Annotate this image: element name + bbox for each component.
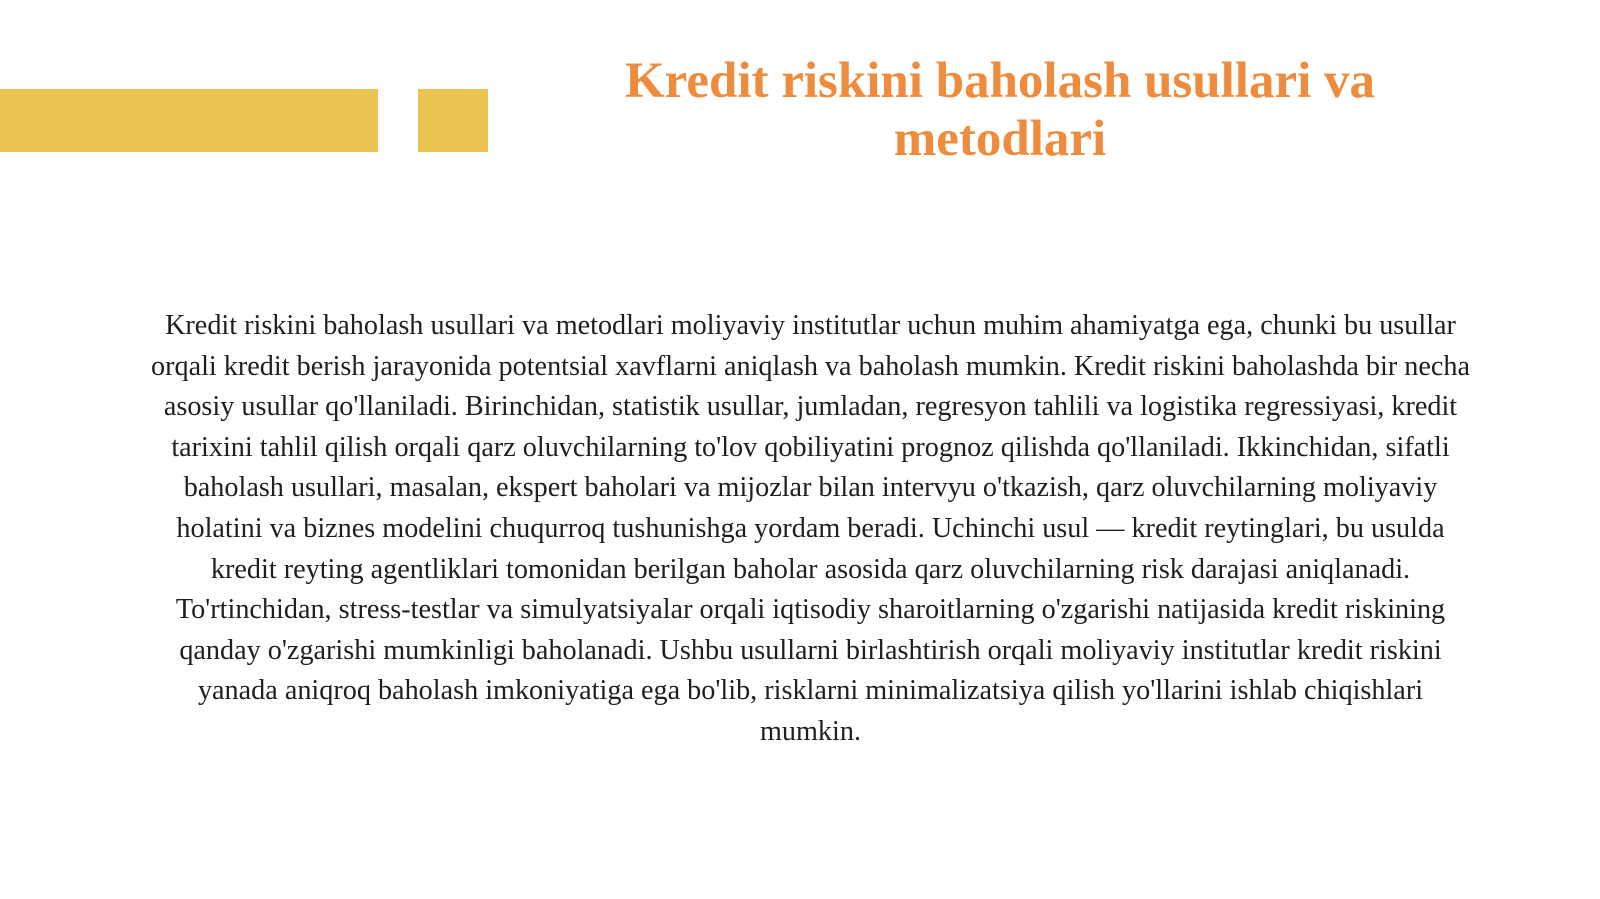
decorative-accent-square bbox=[418, 89, 488, 152]
decorative-accent-bar bbox=[0, 89, 378, 152]
slide-title: Kredit riskini baholash usullari va metodlari bbox=[624, 53, 1376, 167]
slide-body-text: Kredit riskini baholash usullari va metodlari moliyaviy institutlar uchun muhim ahamiyatga ega, chunki bu usullar orqali kredit berish jarayonida potentsial xavflarni aniqlash va baholash mumkin. Kredit riskini baholashda bir necha asosiy usullar qo'llaniladi. Birinchidan, statistik usullar, jumladan, regresyon tahlili va logistika regressiyasi, kredit tarixini tahlil qilish orqali qarz oluvchilarning to'lov qobiliyatini prognoz qilishda qo'llaniladi. Ikkinchidan, sifatli baholash usullari, masalan, ekspert baholari va mijozlar bilan intervyu o'tkazish, qarz oluvchilarning moliyaviy holatini va biznes modelini chuqurroq tushunishga yordam beradi. Uchinchi usul — kredit reytinglari, bu usulda kredit reyting agentliklari tomonidan berilgan baholar asosida qarz oluvchilarning risk darajasi aniqlanadi. To'rtinchidan, stress-testlar va simulyatsiyalar orqali iqtisodiy sharoitlarning o'zgarishi natijasida kredit riskining qanday o'zgarishi mumkinligi baholanadi. Ushbu usullarni birlashtirish orqali moliyaviy institutlar kredit riskini yanada aniqroq baholash imkoniyatiga ega bo'lib, risklarni minimalizatsiya qilish yo'llarini ishlab chiqishlari mumkin. bbox=[151, 310, 1470, 747]
